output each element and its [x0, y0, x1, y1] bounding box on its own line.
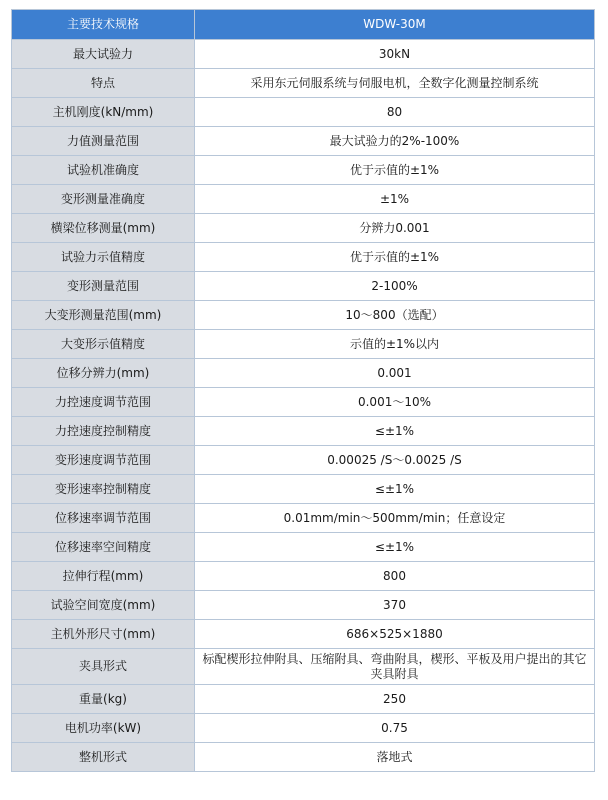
- spec-value: 优于示值的±1%: [195, 243, 595, 272]
- spec-value: 0.01mm/min～500mm/min；任意设定: [195, 504, 595, 533]
- spec-key: 拉伸行程(mm): [12, 562, 195, 591]
- spec-key: 主机刚度(kN/mm): [12, 98, 195, 127]
- header-model-label: WDW-30M: [195, 10, 595, 40]
- table-row: [12, 562, 595, 591]
- spec-table: [11, 9, 595, 772]
- spec-value: 标配楔形拉伸附具、压缩附具、弯曲附具，楔形、平板及用户提出的其它夹具附具: [195, 649, 595, 685]
- spec-key: 试验力示值精度: [12, 243, 195, 272]
- table-row: [12, 620, 595, 649]
- spec-key: 最大试验力: [12, 40, 195, 69]
- table-row: [12, 417, 595, 446]
- spec-value: 采用东元伺服系统与伺服电机，全数字化测量控制系统: [195, 69, 595, 98]
- spec-value: 0.001～10%: [195, 388, 595, 417]
- spec-key: 变形测量准确度: [12, 185, 195, 214]
- spec-key: 大变形示值精度: [12, 330, 195, 359]
- table-row: [12, 301, 595, 330]
- table-row: [12, 533, 595, 562]
- spec-key: 位移速率调节范围: [12, 504, 195, 533]
- spec-key: 整机形式: [12, 743, 195, 772]
- table-row: [12, 504, 595, 533]
- spec-value: 370: [195, 591, 595, 620]
- table-row: [12, 40, 595, 69]
- spec-key: 主机外形尺寸(mm): [12, 620, 195, 649]
- spec-key: 重量(kg): [12, 685, 195, 714]
- table-row: [12, 214, 595, 243]
- spec-value: 0.001: [195, 359, 595, 388]
- spec-key: 试验机准确度: [12, 156, 195, 185]
- spec-value: 80: [195, 98, 595, 127]
- spec-value: 优于示值的±1%: [195, 156, 595, 185]
- spec-value: ≤±1%: [195, 533, 595, 562]
- table-row: [12, 475, 595, 504]
- spec-key: 特点: [12, 69, 195, 98]
- spec-key: 试验空间宽度(mm): [12, 591, 195, 620]
- spec-table-container: [11, 9, 595, 772]
- table-row: [12, 743, 595, 772]
- spec-value: ≤±1%: [195, 475, 595, 504]
- table-row: [12, 649, 595, 685]
- spec-value: 最大试验力的2%-100%: [195, 127, 595, 156]
- spec-key: 力控速度控制精度: [12, 417, 195, 446]
- table-row: [12, 446, 595, 475]
- table-row: [12, 98, 595, 127]
- table-row: [12, 69, 595, 98]
- table-row: [12, 685, 595, 714]
- table-row: [12, 185, 595, 214]
- spec-key: 横梁位移测量(mm): [12, 214, 195, 243]
- spec-value: 2-100%: [195, 272, 595, 301]
- spec-value: 分辨力0.001: [195, 214, 595, 243]
- spec-key: 位移速率空间精度: [12, 533, 195, 562]
- spec-key: 变形速率控制精度: [12, 475, 195, 504]
- table-row: [12, 359, 595, 388]
- spec-value: 250: [195, 685, 595, 714]
- table-row: [12, 330, 595, 359]
- spec-value: ≤±1%: [195, 417, 595, 446]
- spec-key: 夹具形式: [12, 649, 195, 685]
- table-header-row: [12, 10, 595, 40]
- spec-value: 800: [195, 562, 595, 591]
- spec-key: 大变形测量范围(mm): [12, 301, 195, 330]
- table-row: [12, 127, 595, 156]
- spec-key: 变形速度调节范围: [12, 446, 195, 475]
- spec-key: 力值测量范围: [12, 127, 195, 156]
- table-row: [12, 272, 595, 301]
- spec-key: 力控速度调节范围: [12, 388, 195, 417]
- spec-value: ±1%: [195, 185, 595, 214]
- spec-key: 变形测量范围: [12, 272, 195, 301]
- spec-key: 位移分辨力(mm): [12, 359, 195, 388]
- spec-value: 10～800（选配）: [195, 301, 595, 330]
- header-spec-label: 主要技术规格: [12, 10, 195, 40]
- spec-value: 30kN: [195, 40, 595, 69]
- spec-value: 0.00025 /S～0.0025 /S: [195, 446, 595, 475]
- spec-value: 示值的±1%以内: [195, 330, 595, 359]
- table-row: [12, 591, 595, 620]
- table-row: [12, 714, 595, 743]
- spec-key: 电机功率(kW): [12, 714, 195, 743]
- table-row: [12, 156, 595, 185]
- table-row: [12, 243, 595, 272]
- spec-value: 686×525×1880: [195, 620, 595, 649]
- table-row: [12, 388, 595, 417]
- spec-value: 0.75: [195, 714, 595, 743]
- spec-value: 落地式: [195, 743, 595, 772]
